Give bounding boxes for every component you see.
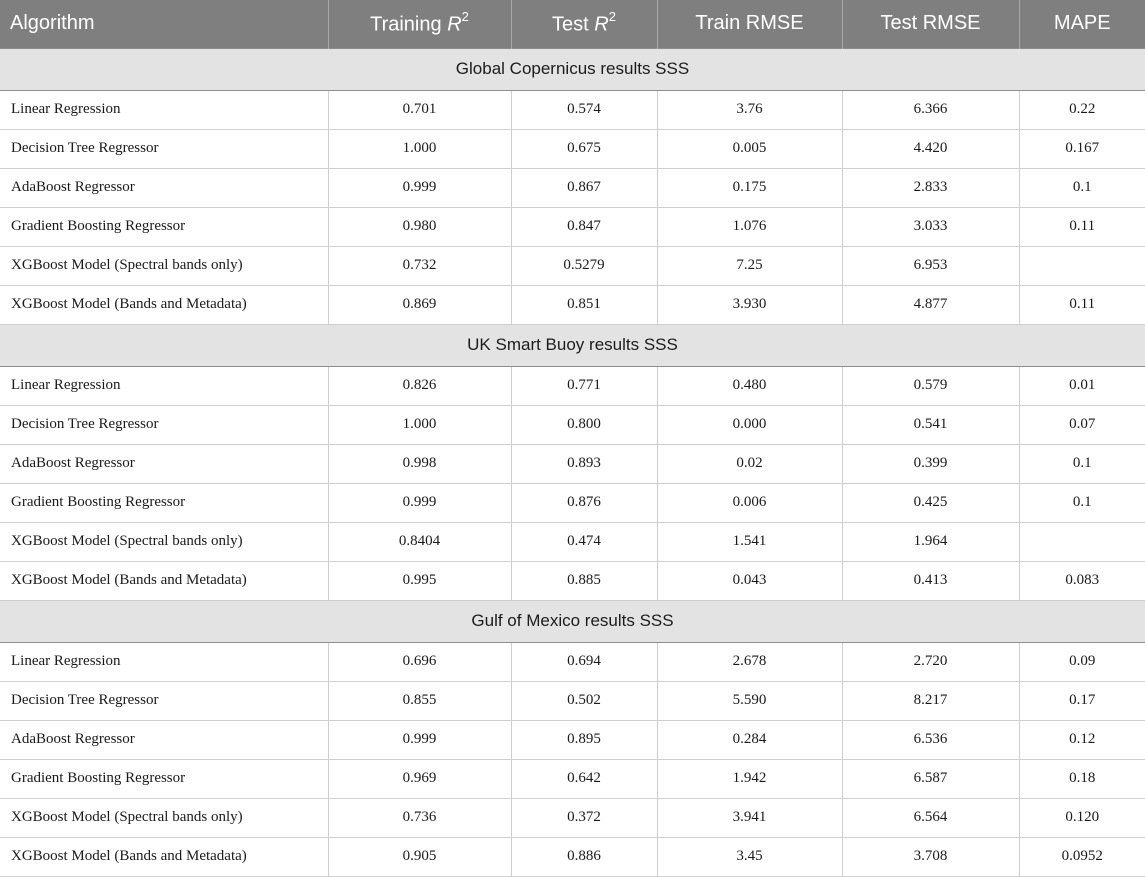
cell-test-rmse: 6.564 [842,798,1019,837]
cell-mape: 0.11 [1019,207,1145,246]
cell-train-rmse: 0.005 [657,129,842,168]
cell-test-r2: 0.851 [511,285,657,324]
cell-train-rmse: 0.284 [657,720,842,759]
section-header-row [0,48,1145,90]
cell-training-r2: 0.999 [328,720,511,759]
cell-test-rmse: 0.541 [842,405,1019,444]
header-mape: MAPE [1019,0,1145,48]
cell-algorithm: Gradient Boosting Regressor [0,483,328,522]
cell-test-rmse: 6.953 [842,246,1019,285]
cell-train-rmse: 3.930 [657,285,842,324]
table-row [0,642,1145,681]
cell-test-rmse: 0.399 [842,444,1019,483]
cell-algorithm: Decision Tree Regressor [0,681,328,720]
cell-training-r2: 0.826 [328,366,511,405]
cell-test-rmse: 4.420 [842,129,1019,168]
table-row [0,483,1145,522]
cell-algorithm: Linear Regression [0,642,328,681]
cell-train-rmse: 0.480 [657,366,842,405]
cell-train-rmse: 3.76 [657,90,842,129]
table-row [0,681,1145,720]
cell-test-r2: 0.574 [511,90,657,129]
cell-test-rmse: 2.833 [842,168,1019,207]
cell-test-r2: 0.876 [511,483,657,522]
cell-test-r2: 0.800 [511,405,657,444]
cell-mape [1019,246,1145,285]
table-row [0,246,1145,285]
table-row [0,444,1145,483]
cell-algorithm: XGBoost Model (Spectral bands only) [0,522,328,561]
table-row [0,798,1145,837]
table-row [0,285,1145,324]
cell-mape: 0.120 [1019,798,1145,837]
cell-algorithm: Decision Tree Regressor [0,405,328,444]
cell-algorithm: Decision Tree Regressor [0,129,328,168]
cell-test-r2: 0.694 [511,642,657,681]
table-row [0,837,1145,876]
table-row [0,129,1145,168]
table-row [0,366,1145,405]
header-training-r2-sup: 2 [461,8,469,24]
cell-test-r2: 0.886 [511,837,657,876]
table-row [0,168,1145,207]
cell-test-r2: 0.885 [511,561,657,600]
cell-algorithm: Gradient Boosting Regressor [0,207,328,246]
cell-algorithm: AdaBoost Regressor [0,168,328,207]
cell-train-rmse: 0.043 [657,561,842,600]
cell-mape [1019,522,1145,561]
cell-train-rmse: 3.941 [657,798,842,837]
cell-training-r2: 0.855 [328,681,511,720]
cell-algorithm: XGBoost Model (Spectral bands only) [0,798,328,837]
header-train-rmse: Train RMSE [657,0,842,48]
cell-test-r2: 0.895 [511,720,657,759]
cell-mape: 0.18 [1019,759,1145,798]
section-header-row [0,324,1145,366]
cell-mape: 0.083 [1019,561,1145,600]
cell-test-rmse: 0.425 [842,483,1019,522]
cell-algorithm: XGBoost Model (Bands and Metadata) [0,561,328,600]
cell-test-rmse: 6.587 [842,759,1019,798]
cell-training-r2: 0.905 [328,837,511,876]
cell-training-r2: 0.696 [328,642,511,681]
cell-test-rmse: 6.366 [842,90,1019,129]
cell-training-r2: 1.000 [328,129,511,168]
cell-train-rmse: 0.000 [657,405,842,444]
header-training-r2 [328,0,511,48]
cell-training-r2: 0.736 [328,798,511,837]
cell-test-rmse: 1.964 [842,522,1019,561]
cell-test-r2: 0.5279 [511,246,657,285]
cell-test-rmse: 3.033 [842,207,1019,246]
cell-training-r2: 1.000 [328,405,511,444]
cell-test-r2: 0.847 [511,207,657,246]
cell-mape: 0.22 [1019,90,1145,129]
table-row [0,720,1145,759]
cell-mape: 0.07 [1019,405,1145,444]
section-title: Gulf of Mexico results SSS [0,600,1145,642]
table-body [0,48,1145,876]
table-row [0,561,1145,600]
header-test-r2 [511,0,657,48]
cell-test-r2: 0.474 [511,522,657,561]
cell-test-rmse: 0.579 [842,366,1019,405]
cell-algorithm: XGBoost Model (Spectral bands only) [0,246,328,285]
cell-training-r2: 0.869 [328,285,511,324]
cell-mape: 0.12 [1019,720,1145,759]
cell-training-r2: 0.980 [328,207,511,246]
r-symbol: R [447,13,462,36]
cell-train-rmse: 3.45 [657,837,842,876]
cell-mape: 0.09 [1019,642,1145,681]
cell-train-rmse: 1.541 [657,522,842,561]
header-test-r2-sup: 2 [608,8,616,24]
header-algorithm: Algorithm [0,0,328,48]
header-row [0,0,1145,48]
cell-training-r2: 0.995 [328,561,511,600]
cell-training-r2: 0.732 [328,246,511,285]
cell-algorithm: Linear Regression [0,90,328,129]
cell-training-r2: 0.999 [328,168,511,207]
cell-test-r2: 0.675 [511,129,657,168]
header-training-r2-text: Training R [370,13,462,36]
cell-mape: 0.17 [1019,681,1145,720]
table-row [0,405,1145,444]
cell-train-rmse: 0.175 [657,168,842,207]
cell-training-r2: 0.701 [328,90,511,129]
table-row [0,90,1145,129]
section-header-row [0,600,1145,642]
r-symbol: R [594,13,609,36]
cell-mape: 0.1 [1019,168,1145,207]
cell-train-rmse: 2.678 [657,642,842,681]
cell-test-r2: 0.771 [511,366,657,405]
cell-test-r2: 0.893 [511,444,657,483]
cell-mape: 0.1 [1019,444,1145,483]
table-row [0,207,1145,246]
cell-mape: 0.167 [1019,129,1145,168]
cell-test-rmse: 0.413 [842,561,1019,600]
cell-training-r2: 0.8404 [328,522,511,561]
cell-algorithm: AdaBoost Regressor [0,720,328,759]
cell-training-r2: 0.969 [328,759,511,798]
cell-test-r2: 0.372 [511,798,657,837]
cell-algorithm: Gradient Boosting Regressor [0,759,328,798]
cell-train-rmse: 0.02 [657,444,842,483]
cell-test-rmse: 2.720 [842,642,1019,681]
cell-train-rmse: 5.590 [657,681,842,720]
cell-algorithm: XGBoost Model (Bands and Metadata) [0,837,328,876]
cell-train-rmse: 1.942 [657,759,842,798]
header-test-rmse: Test RMSE [842,0,1019,48]
cell-test-rmse: 4.877 [842,285,1019,324]
cell-test-rmse: 6.536 [842,720,1019,759]
section-title: UK Smart Buoy results SSS [0,324,1145,366]
cell-train-rmse: 0.006 [657,483,842,522]
cell-train-rmse: 7.25 [657,246,842,285]
table-row [0,759,1145,798]
cell-algorithm: Linear Regression [0,366,328,405]
table-row [0,522,1145,561]
cell-test-rmse: 8.217 [842,681,1019,720]
cell-test-r2: 0.867 [511,168,657,207]
section-title: Global Copernicus results SSS [0,48,1145,90]
cell-training-r2: 0.999 [328,483,511,522]
cell-algorithm: AdaBoost Regressor [0,444,328,483]
cell-train-rmse: 1.076 [657,207,842,246]
cell-mape: 0.11 [1019,285,1145,324]
cell-test-rmse: 3.708 [842,837,1019,876]
cell-training-r2: 0.998 [328,444,511,483]
header-test-r2-text: Test R [552,13,609,36]
cell-mape: 0.0952 [1019,837,1145,876]
cell-test-r2: 0.502 [511,681,657,720]
cell-mape: 0.1 [1019,483,1145,522]
cell-algorithm: XGBoost Model (Bands and Metadata) [0,285,328,324]
cell-test-r2: 0.642 [511,759,657,798]
cell-mape: 0.01 [1019,366,1145,405]
